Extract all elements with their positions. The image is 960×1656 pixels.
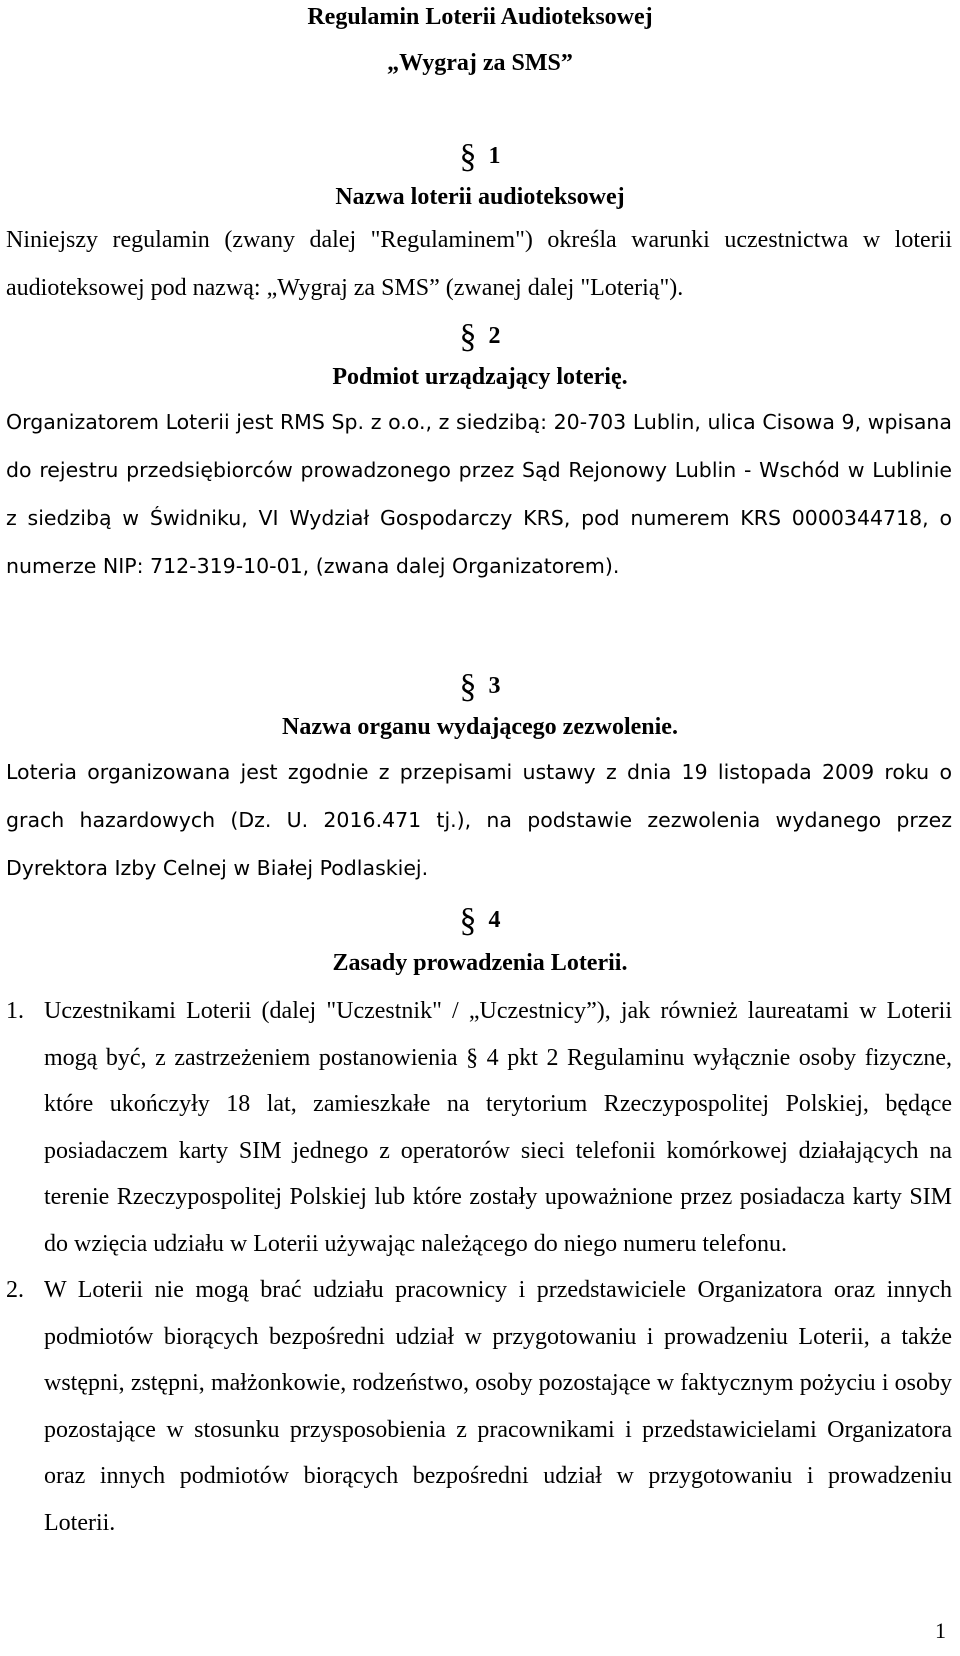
- page-number: 1: [935, 1618, 946, 1643]
- document-title: Regulamin Loterii Audioteksowej: [307, 4, 653, 30]
- section-symbol-icon: §: [459, 318, 477, 355]
- section-symbol-icon: §: [459, 668, 477, 705]
- list-item: [6, 1267, 952, 1546]
- section-1-number: § 1: [459, 138, 501, 175]
- section-2-text: Organizatorem Loterii jest RMS Sp. z o.o., z siedzibą: 20-703 Lublin, ulica Cisowa 9, wpisana do rejestru przedsiębiorców prowadzonego przez Sąd Rejonowy Lublin - Wschód w Lublinie z siedzibą w Świdniku, VI Wydział Gospodarczy KRS, pod numerem KRS 0000344718, o numerze NIP: 712-319-10-01, (zwana dalej Organizatorem).: [6, 410, 952, 578]
- list-item-number: 1.: [6, 998, 24, 1024]
- section-4-number: § 4: [459, 902, 501, 939]
- section-1-heading: Nazwa loterii audioteksowej: [335, 184, 625, 210]
- section-symbol-icon: §: [459, 902, 477, 939]
- section-3-text: Loteria organizowana jest zgodnie z przepisami ustawy z dnia 19 listopada 2009 roku o grach hazardowych (Dz. U. 2016.471 tj.), na podstawie zezwolenia wydanego przez Dyrektora Izby Celnej w Białej Podlaskiej.: [6, 760, 952, 880]
- document-subtitle: „Wygraj za SMS”: [387, 50, 573, 76]
- section-4-heading: Zasady prowadzenia Loterii.: [332, 950, 628, 976]
- list-item-number: 2.: [6, 1277, 24, 1303]
- section-3-number: § 3: [459, 668, 501, 705]
- section-2-heading: Podmiot urządzający loterię.: [332, 364, 628, 390]
- section-1-text: Niniejszy regulamin (zwany dalej "Regulaminem") określa warunki uczestnictwa w loterii audioteksowej pod nazwą: „Wygraj za SMS” (zwanej dalej "Loterią").: [6, 227, 952, 301]
- section-2-number: § 2: [459, 318, 501, 355]
- section-4-list: [6, 988, 952, 1546]
- section-3-heading: Nazwa organu wydającego zezwolenie.: [282, 714, 678, 740]
- list-item-text: Uczestnikami Loterii (dalej "Uczestnik" / „Uczestnicy”), jak również laureatami w Loterii mogą być, z zastrzeżeniem postanowienia § 4 pkt 2 Regulaminu wyłącznie osoby fizyczne, które ukończyły 18 lat, zamieszkałe na terytorium Rzeczypospolitej Polskiej, będące posiadaczem karty SIM jednego z operatorów sieci telefonii komórkowej działających na terenie Rzeczypospolitej Polskiej lub które zostały upoważnione przez posiadacza karty SIM do wzięcia udziału w Loterii używając należącego do niego numeru telefonu.: [44, 998, 952, 1257]
- list-item-text: W Loterii nie mogą brać udziału pracownicy i przedstawiciele Organizatora oraz innych podmiotów biorących bezpośredni udział w przygotowaniu i prowadzeniu Loterii, a także wstępni, zstępni, małżonkowie, rodzeństwo, osoby pozostające w faktycznym pożyciu i osoby pozostające w stosunku przysposobienia z pracownikami i przedstawicielami Organizatora oraz innych podmiotów biorących bezpośredni udział w przygotowaniu i prowadzeniu Loterii.: [44, 1277, 952, 1536]
- section-symbol-icon: §: [459, 138, 477, 175]
- list-item: [6, 988, 952, 1267]
